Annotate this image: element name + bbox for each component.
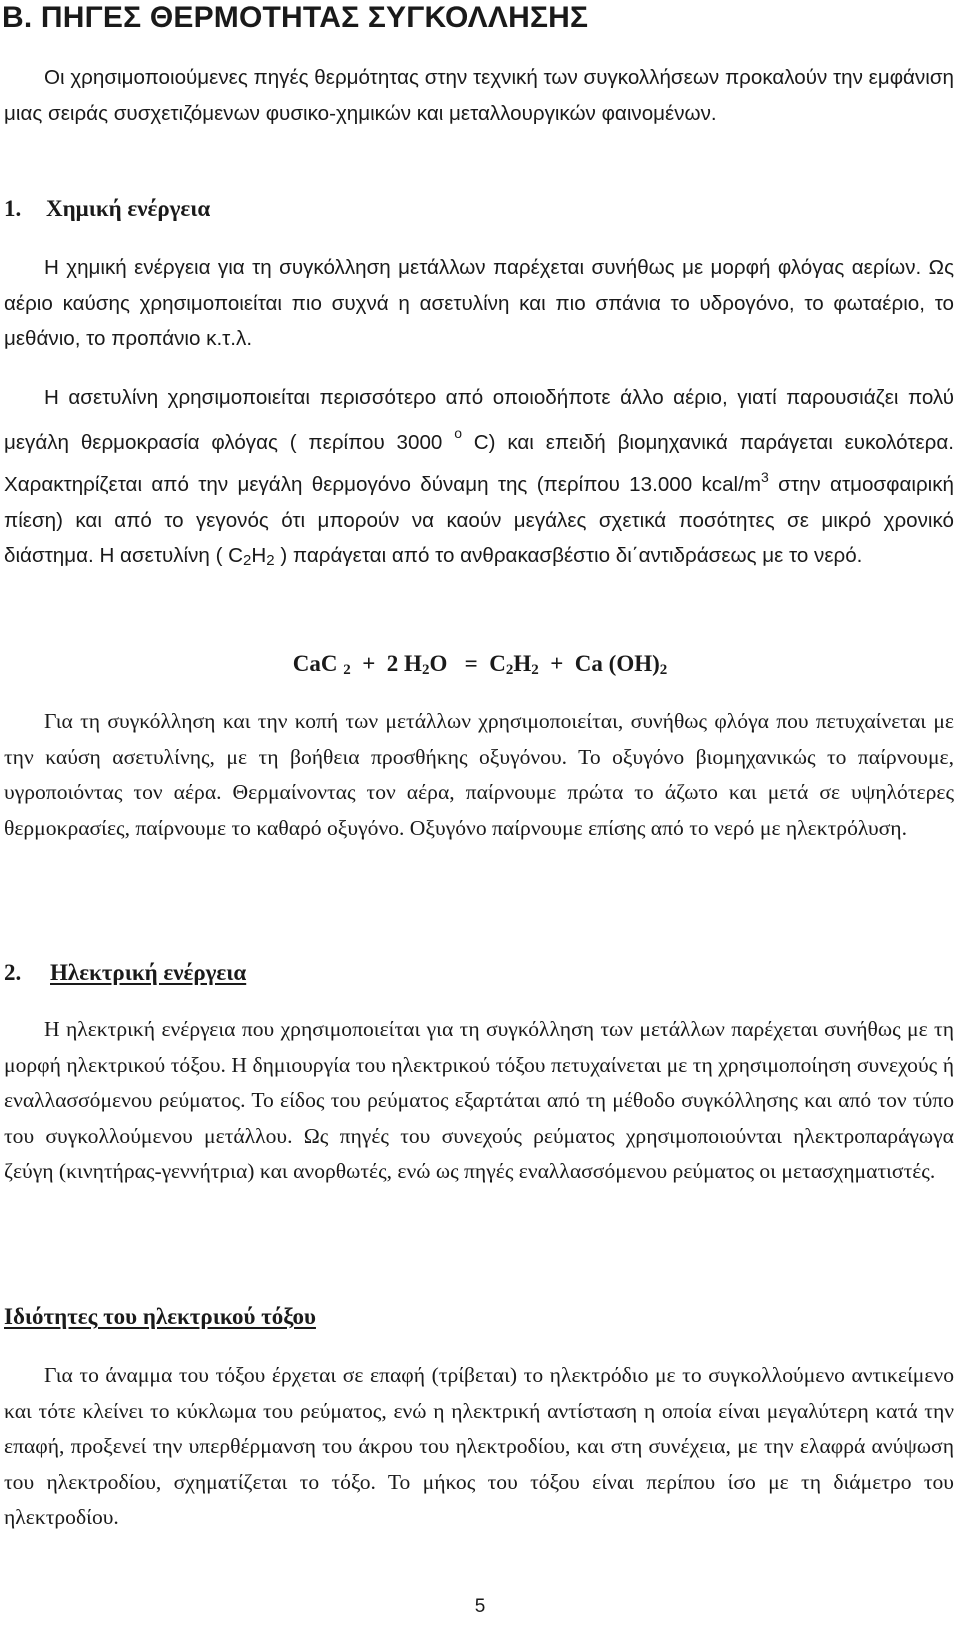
- section-3-paragraph: [4, 1358, 954, 1536]
- eq-subscript: 2: [659, 662, 668, 678]
- section-3-paragraph-text: Για το άναμμα του τόξου έρχεται σε επαφή (τρίβεται) το ηλεκτρόδιο με το συγκολλούμενο αντικείμενο και τότε κλείνει το κύκλωμα του ρεύματος, ενώ η ηλεκτρική αντίσταση η οποία είναι μεγαλύτερη κατά την επαφή, προξενεί την υπερθέρμανση του άκρου του ηλεκτροδίου, και στη συνέχεια, με την ελαφρά ανύψωση του ηλεκτροδίου, σχηματίζεται το τόξο. Το μήκος του τόξου είναι περίπου ίσο με τη διάμετρο του ηλεκτροδίου.: [4, 1363, 954, 1530]
- acetylene-text-5: ) παράγεται από το ανθρακασβέστιο δι΄αντιδράσεως με το νερό.: [274, 544, 863, 568]
- section-1-paragraph-1-text: Η χημική ενέργεια για τη συγκόλληση μετάλλων παρέχεται συνήθως με μορφή φλόγας αερίων. Ως αέριο καύσης χρησιμοποιείται πιο συχνά η ασετυλίνη και πιο σπάνια το υδρογόνο, το φωταέριο, το μεθάνιο, το προπάνιο κ.τ.λ.: [4, 256, 954, 351]
- section-3-heading: [4, 1302, 316, 1332]
- section-1-paragraph-1: [4, 250, 954, 357]
- acetylene-text-3: στην ατμοσφαιρική πίεση) και από το γεγονός ότι μπορούν να καούν μεγάλες σχετικά ποσότητες σε μικρό χρονικό διάστημα. Η ασετυλίνη ( C: [4, 473, 954, 568]
- section-1-paragraph-3: [4, 704, 954, 846]
- eq-subscript: 2: [531, 662, 539, 678]
- eq-subscript: 2: [343, 662, 351, 678]
- section-2-number: 2.: [4, 960, 22, 985]
- intro-paragraph: [4, 60, 954, 131]
- eq-term: + Ca (OH): [538, 651, 660, 676]
- section-1-heading: [4, 194, 210, 224]
- eq-term: H: [513, 651, 532, 676]
- eq-subscript: 2: [505, 662, 514, 678]
- eq-term: + 2 H: [350, 651, 422, 676]
- chemical-equation: [0, 648, 960, 686]
- degree-superscript: ο: [454, 424, 462, 441]
- eq-term: CaC: [292, 651, 344, 676]
- section-1-number: 1.: [4, 196, 22, 221]
- page-number: 5: [474, 1596, 486, 1617]
- cubic-superscript: 3: [761, 469, 769, 486]
- section-2-paragraph: [4, 1012, 954, 1190]
- section-1-paragraph-2: [4, 380, 954, 579]
- acetylene-text-1: Η ασετυλίνη χρησιμοποιείται περισσότερο από οποιοδήποτε άλλο αέριο, γιατί παρουσιάζει πολύ μεγάλη θερμοκρασία φλόγας ( περίπου 3000: [4, 386, 954, 454]
- section-2-paragraph-text: Η ηλεκτρική ενέργεια που χρησιμοποιείται για τη συγκόλληση των μετάλλων παρέχεται συνήθως με τη μορφή ηλεκτρικού τόξου. Η δημιουργία του ηλεκτρικού τόξου πετυχαίνεται με τη χρησιμοποίηση συνεχούς ή εναλλασσόμενου ρεύματος. Το είδος του ρεύματος εξαρτάται από τη μέθοδο συγκόλλησης και από τον τύπο του συγκολλούμενου μετάλλου. Ως πηγές του συνεχούς ρεύματος χρησιμοποιούνται ηλεκτροπαράγωγα ζεύγη (κινητήρας-γεννήτρια) και ανορθωτές, ενώ ως πηγές εναλλασσόμενου ρεύματος οι μετασχηματιστές.: [4, 1017, 954, 1184]
- intro-text: Οι χρησιμοποιούμενες πηγές θερμότητας στην τεχνική των συγκολλήσεων προκαλούν την εμφάνιση μιας σειράς συσχετιζόμενων φυσικο-χημικών και μεταλλουργικών φαινομένων.: [4, 66, 954, 125]
- section-1-title: Χημική ενέργεια: [46, 196, 211, 221]
- section-2-title: Ηλεκτρική ενέργεια: [50, 960, 247, 985]
- section-3-title: Ιδιότητες του ηλεκτρικού τόξου: [4, 1304, 316, 1329]
- section-1-paragraph-3-text: Για τη συγκόλληση και την κοπή των μετάλλων χρησιμοποιείται, συνήθως φλόγα που πετυχαίνεται με την καύση ασετυλίνης, με τη βοήθεια προσθήκης οξυγόνου. Το οξυγόνο βιομηχανικώς το παίρνουμε, υγροποιόντας τον αέρα. Θερμαίνοντας τον αέρα, παίρνουμε πρώτα το άζωτο και μετά σε υψηλότερες θερμοκρασίες, παίρνουμε το καθαρό οξυγόνο. Οξυγόνο παίρνουμε επίσης από το νερό με ηλεκτρόλυση.: [4, 709, 954, 840]
- page-heading: Β. ΠΗΓΕΣ ΘΕΡΜΟΤΗΤΑΣ ΣΥΓΚΟΛΛΗΣΗΣ: [2, 1, 589, 34]
- subscript: 2: [266, 552, 275, 570]
- subscript: 2: [243, 552, 252, 570]
- eq-term: O = C: [429, 651, 506, 676]
- eq-subscript: 2: [421, 662, 430, 678]
- acetylene-text-2: C) και επειδή βιομηχανικά παράγεται ευκολότερα. Χαρακτηρίζεται από την μεγάλη θερμογόνο δύναμη της (περίπου 13.000 kcal/m: [4, 430, 954, 497]
- section-2-heading: [4, 958, 246, 988]
- acetylene-text-4: H: [251, 544, 267, 568]
